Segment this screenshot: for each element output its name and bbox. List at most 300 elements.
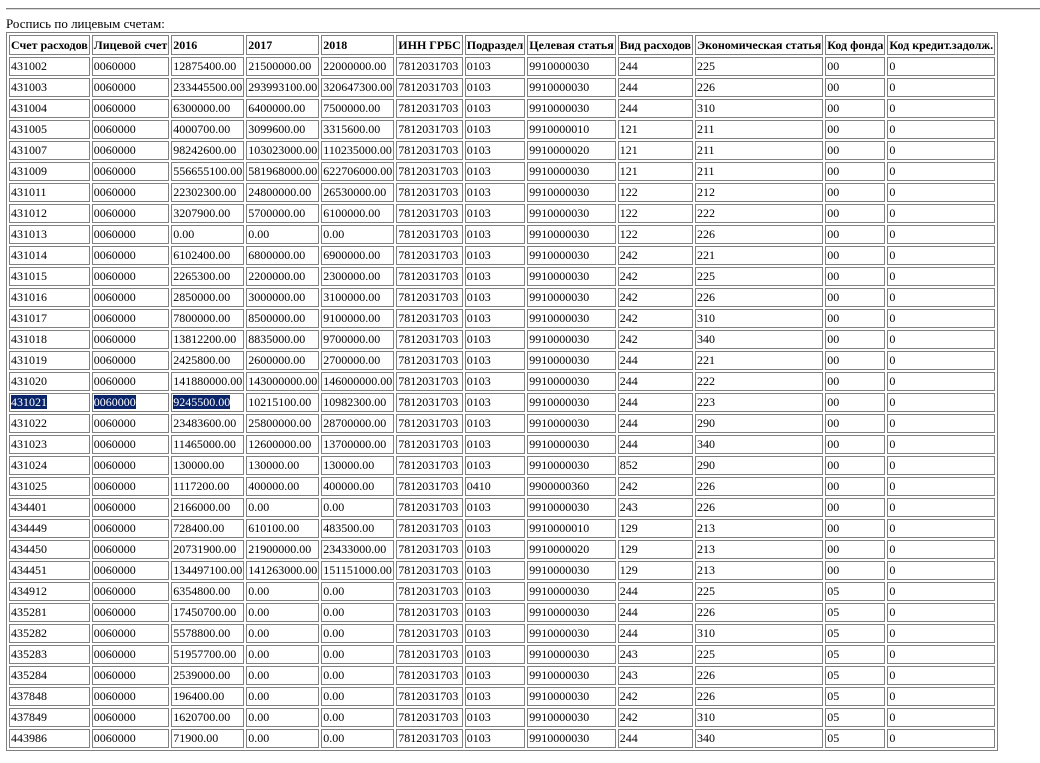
table-cell [618, 183, 693, 202]
cell-text: 0.00 [323, 584, 345, 598]
table-cell [92, 99, 169, 118]
cell-text: 9910000030 [529, 80, 590, 94]
table-cell [92, 456, 169, 475]
table-cell [246, 498, 319, 517]
cell-text: 0103 [466, 101, 491, 115]
table-cell [396, 477, 462, 496]
cell-text: 242 [619, 269, 638, 283]
table-cell [825, 78, 885, 97]
cell-text: 213 [697, 521, 715, 535]
table-cell [246, 57, 319, 76]
cell-text: 23433000.00 [323, 542, 387, 556]
table-cell [695, 456, 823, 475]
cell-text: 310 [697, 101, 715, 115]
table-row [9, 141, 995, 160]
cell-text: 242 [619, 689, 638, 703]
cell-text: 196400.00 [173, 689, 225, 703]
cell-text: 6100000.00 [323, 206, 381, 220]
cell-text: 7812031703 [398, 80, 459, 94]
table-cell [246, 666, 319, 685]
cell-text: 431018 [11, 332, 47, 346]
table-cell [9, 414, 90, 433]
table-cell [246, 624, 319, 643]
cell-text: 0103 [466, 206, 491, 220]
cell-text: 244 [619, 584, 638, 598]
table-cell [695, 351, 823, 370]
table-header-row [9, 35, 995, 55]
cell-text: 00 [827, 353, 840, 367]
table-row [9, 183, 995, 202]
cell-text: 13812200.00 [173, 332, 237, 346]
table-cell [695, 666, 823, 685]
cell-text: 130000.00 [173, 458, 225, 472]
table-cell [695, 435, 823, 454]
table-cell [695, 78, 823, 97]
cell-text: 222 [697, 206, 715, 220]
cell-text: 431022 [11, 416, 47, 430]
cell-text: 0060000 [93, 437, 136, 451]
cell-text: 00 [827, 458, 840, 472]
table-row [9, 351, 995, 370]
table-cell [527, 582, 615, 601]
table-cell [825, 120, 885, 139]
cell-text: 0103 [466, 185, 491, 199]
cell-text: 431004 [11, 101, 47, 115]
table-cell [618, 666, 693, 685]
table-cell [695, 708, 823, 727]
cell-text: 05 [827, 647, 840, 661]
table-cell [92, 414, 169, 433]
cell-text: 431020 [11, 374, 47, 388]
table-cell [171, 708, 244, 727]
table-cell [825, 246, 885, 265]
cell-text: 3099600.00 [248, 122, 306, 136]
table-cell [618, 540, 693, 559]
table-cell [618, 204, 693, 223]
cell-text: 0060000 [93, 290, 136, 304]
table-cell [695, 309, 823, 328]
cell-text: 0.00 [323, 647, 345, 661]
cell-text: 581968000.00 [248, 164, 318, 178]
cell-text: 0103 [466, 122, 491, 136]
column-header: Вид расходов [618, 35, 693, 55]
table-cell [321, 687, 394, 706]
cell-text: 9910000030 [529, 164, 590, 178]
cell-text: 00 [827, 395, 840, 409]
table-cell [825, 183, 885, 202]
table-cell [465, 351, 525, 370]
table-cell [465, 393, 525, 412]
table-cell [825, 162, 885, 181]
table-row [9, 267, 995, 286]
table-cell [321, 225, 394, 244]
cell-text: 05 [827, 710, 840, 724]
table-cell [527, 645, 615, 664]
cell-text: 00 [827, 332, 840, 346]
table-cell [527, 519, 615, 538]
cell-text: 0.00 [323, 227, 345, 241]
cell-text: 51957700.00 [173, 647, 237, 661]
cell-text: 0 [889, 122, 896, 136]
table-cell [92, 372, 169, 391]
cell-text: 9910000030 [529, 269, 590, 283]
cell-text: 7812031703 [398, 269, 459, 283]
table-cell [825, 351, 885, 370]
table-cell [321, 456, 394, 475]
table-cell [618, 225, 693, 244]
cell-text: 310 [697, 626, 715, 640]
table-cell [9, 57, 90, 76]
cell-text: 434449 [11, 521, 47, 535]
table-cell [246, 603, 319, 622]
cell-text: 0103 [466, 563, 491, 577]
cell-text: 7812031703 [398, 332, 459, 346]
table-cell [396, 729, 462, 748]
table-cell [9, 687, 90, 706]
table-cell [695, 498, 823, 517]
cell-text: 00 [827, 248, 840, 262]
cell-text: 0103 [466, 248, 491, 262]
table-cell [695, 330, 823, 349]
cell-text: 0 [889, 416, 896, 430]
table-cell [618, 603, 693, 622]
table-cell [695, 687, 823, 706]
cell-text: 00 [827, 311, 840, 325]
table-cell [887, 162, 995, 181]
cell-text: 340 [697, 332, 715, 346]
table-cell [825, 330, 885, 349]
cell-text: 0.00 [323, 605, 345, 619]
cell-text: 7812031703 [398, 710, 459, 724]
cell-text: 437849 [11, 710, 47, 724]
cell-text: 26530000.00 [323, 185, 387, 199]
table-cell [465, 435, 525, 454]
table-cell [825, 729, 885, 748]
cell-text: 00 [827, 479, 840, 493]
cell-text: 0060000 [93, 689, 136, 703]
cell-text: 244 [619, 101, 638, 115]
cell-text: 9910000030 [529, 311, 590, 325]
cell-text: 225 [697, 647, 715, 661]
cell-text: 0103 [466, 605, 491, 619]
table-cell [246, 225, 319, 244]
cell-text: 431025 [11, 479, 47, 493]
table-cell [695, 540, 823, 559]
cell-text: 0060000 [93, 479, 136, 493]
table-cell [887, 372, 995, 391]
table-cell [465, 330, 525, 349]
cell-text: 0 [889, 185, 896, 199]
table-cell [825, 561, 885, 580]
cell-text: 3100000.00 [323, 290, 381, 304]
cell-text: 0.00 [323, 731, 345, 745]
table-cell [465, 78, 525, 97]
table-row [9, 330, 995, 349]
table-cell [246, 519, 319, 538]
table-cell [695, 204, 823, 223]
table-cell [465, 414, 525, 433]
cell-text: 2539000.00 [173, 668, 231, 682]
cell-text: 7812031703 [398, 500, 459, 514]
table-cell [92, 708, 169, 727]
table-cell [396, 162, 462, 181]
cell-text: 00 [827, 500, 840, 514]
cell-text: 10982300.00 [323, 395, 387, 409]
table-cell [396, 519, 462, 538]
cell-text: 226 [697, 500, 715, 514]
table-cell [887, 519, 995, 538]
cell-text: 10215100.00 [248, 395, 312, 409]
cell-text: 143000000.00 [248, 374, 318, 388]
cell-text: 9910000030 [529, 458, 590, 472]
table-cell [527, 120, 615, 139]
table-body [9, 57, 995, 748]
cell-text: 0103 [466, 59, 491, 73]
table-cell [825, 267, 885, 286]
table-cell [92, 603, 169, 622]
cell-text: 242 [619, 248, 638, 262]
cell-text: 310 [697, 311, 715, 325]
table-cell [695, 99, 823, 118]
cell-text: 431023 [11, 437, 47, 451]
table-cell [92, 687, 169, 706]
table-cell [887, 666, 995, 685]
table-cell [92, 330, 169, 349]
cell-text: 0103 [466, 437, 491, 451]
table-cell [171, 120, 244, 139]
table-cell [92, 225, 169, 244]
table-cell [618, 582, 693, 601]
column-header: 2018 [321, 35, 394, 55]
cell-text: 226 [697, 479, 715, 493]
column-header: Лицевой счет [92, 35, 169, 55]
table-cell [9, 183, 90, 202]
table-cell [396, 372, 462, 391]
table-cell [618, 519, 693, 538]
table-cell [527, 414, 615, 433]
cell-text: 05 [827, 605, 840, 619]
cell-text: 242 [619, 290, 638, 304]
table-cell [887, 309, 995, 328]
cell-text: 20731900.00 [173, 542, 237, 556]
cell-text: 0 [889, 101, 896, 115]
cell-text: 0 [889, 290, 896, 304]
table-cell [92, 645, 169, 664]
cell-text: 0103 [466, 416, 491, 430]
cell-text: 151151000.00 [323, 563, 392, 577]
cell-text: 242 [619, 332, 638, 346]
table-cell [171, 582, 244, 601]
cell-text: 243 [619, 500, 638, 514]
cell-text: 0 [889, 542, 896, 556]
table-cell [396, 330, 462, 349]
cell-text: 0.00 [248, 626, 270, 640]
cell-text: 622706000.00 [323, 164, 393, 178]
table-cell [887, 99, 995, 118]
table-cell [527, 708, 615, 727]
table-cell [396, 183, 462, 202]
cell-text: 22000000.00 [323, 59, 387, 73]
cell-text: 9910000030 [529, 416, 590, 430]
table-cell [321, 204, 394, 223]
cell-text: 0103 [466, 500, 491, 514]
table-cell [321, 708, 394, 727]
table-cell [618, 414, 693, 433]
table-cell [9, 225, 90, 244]
cell-text: 0.00 [248, 689, 270, 703]
table-cell [171, 603, 244, 622]
cell-text: 242 [619, 479, 638, 493]
table-cell [321, 540, 394, 559]
table-cell [171, 498, 244, 517]
cell-text: 0.00 [248, 605, 270, 619]
table-cell [527, 246, 615, 265]
table-cell [527, 351, 615, 370]
table-cell [465, 729, 525, 748]
cell-text: 0103 [466, 521, 491, 535]
table-cell [92, 540, 169, 559]
cell-text: 244 [619, 416, 638, 430]
table-cell [695, 372, 823, 391]
cell-text: 00 [827, 185, 840, 199]
cell-text: 122 [619, 206, 638, 220]
table-cell [527, 498, 615, 517]
cell-text: 9910000010 [529, 521, 590, 535]
table-cell [618, 435, 693, 454]
table-cell [171, 78, 244, 97]
cell-text: 0103 [466, 542, 491, 556]
table-cell [92, 729, 169, 748]
table-cell [527, 729, 615, 748]
cell-text: 310 [697, 710, 715, 724]
table-cell [695, 582, 823, 601]
cell-text: 9910000030 [529, 59, 590, 73]
table-cell [9, 498, 90, 517]
cell-text: 0103 [466, 290, 491, 304]
table-cell [887, 456, 995, 475]
cell-text: 121 [619, 143, 638, 157]
table-cell [321, 519, 394, 538]
table-cell [465, 372, 525, 391]
cell-text: 431015 [11, 269, 47, 283]
table-cell [695, 120, 823, 139]
table-cell [92, 57, 169, 76]
cell-text: 244 [619, 731, 638, 745]
table-cell [695, 624, 823, 643]
table-cell [321, 414, 394, 433]
table-cell [246, 246, 319, 265]
cell-text: 130000.00 [248, 458, 300, 472]
cell-text: 728400.00 [173, 521, 225, 535]
column-header: 2017 [246, 35, 319, 55]
table-cell [92, 204, 169, 223]
cell-text: 7812031703 [398, 248, 459, 262]
table-row [9, 435, 995, 454]
cell-text: 121 [619, 122, 638, 136]
cell-text: 212 [697, 185, 715, 199]
cell-text: 7812031703 [398, 122, 459, 136]
table-cell [465, 246, 525, 265]
cell-text: 0103 [466, 689, 491, 703]
cell-text: 7812031703 [398, 521, 459, 535]
table-cell [9, 666, 90, 685]
cell-text: 0060000 [93, 269, 136, 283]
cell-text: 7812031703 [398, 689, 459, 703]
table-cell [396, 141, 462, 160]
table-cell [825, 582, 885, 601]
cell-text: 1620700.00 [173, 710, 231, 724]
cell-text: 0060000 [93, 353, 136, 367]
table-cell [9, 141, 90, 160]
table-cell [887, 624, 995, 643]
table-row [9, 624, 995, 643]
cell-text: 0 [889, 227, 896, 241]
cell-text: 233445500.00 [173, 80, 243, 94]
cell-text: 00 [827, 227, 840, 241]
cell-text: 00 [827, 164, 840, 178]
table-cell [887, 288, 995, 307]
table-cell [9, 645, 90, 664]
cell-text: 2300000.00 [323, 269, 381, 283]
cell-text: 7812031703 [398, 206, 459, 220]
cell-text: 6300000.00 [173, 101, 231, 115]
cell-text: 211 [697, 143, 715, 157]
table-cell [465, 309, 525, 328]
table-cell [246, 582, 319, 601]
cell-text: 13700000.00 [323, 437, 387, 451]
cell-text: 0.00 [248, 500, 270, 514]
table-cell [527, 435, 615, 454]
cell-text: 0060000 [93, 668, 136, 682]
cell-text: 21500000.00 [248, 59, 312, 73]
cell-text: 2425800.00 [173, 353, 231, 367]
cell-text: 7812031703 [398, 605, 459, 619]
cell-text: 9910000030 [529, 353, 590, 367]
cell-text: 00 [827, 143, 840, 157]
cell-text: 7812031703 [398, 437, 459, 451]
cell-text: 0.00 [173, 227, 195, 241]
table-cell [618, 498, 693, 517]
cell-text: 9910000030 [529, 500, 590, 514]
cell-text: 7500000.00 [323, 101, 381, 115]
table-cell [527, 393, 615, 412]
table-cell [321, 666, 394, 685]
cell-text: 293993100.00 [248, 80, 318, 94]
table-cell [618, 267, 693, 286]
cell-text: 431021 [11, 395, 47, 409]
cell-text: 21900000.00 [248, 542, 312, 556]
table-cell [396, 414, 462, 433]
cell-text: 243 [619, 647, 638, 661]
table-cell [171, 309, 244, 328]
cell-text: 11465000.00 [173, 437, 236, 451]
column-header: 2016 [171, 35, 244, 55]
cell-text: 9700000.00 [323, 332, 381, 346]
table-cell [171, 414, 244, 433]
table-cell [246, 540, 319, 559]
cell-text: 0103 [466, 626, 491, 640]
table-cell [9, 435, 90, 454]
cell-text: 9910000030 [529, 710, 590, 724]
table-cell [246, 435, 319, 454]
table-cell [246, 78, 319, 97]
account-schedule-table-wrapper [6, 32, 998, 751]
column-header: Целевая статья [527, 35, 615, 55]
cell-text: 221 [697, 353, 715, 367]
cell-text: 1117200.00 [173, 479, 230, 493]
cell-text: 0 [889, 269, 896, 283]
table-cell [825, 141, 885, 160]
